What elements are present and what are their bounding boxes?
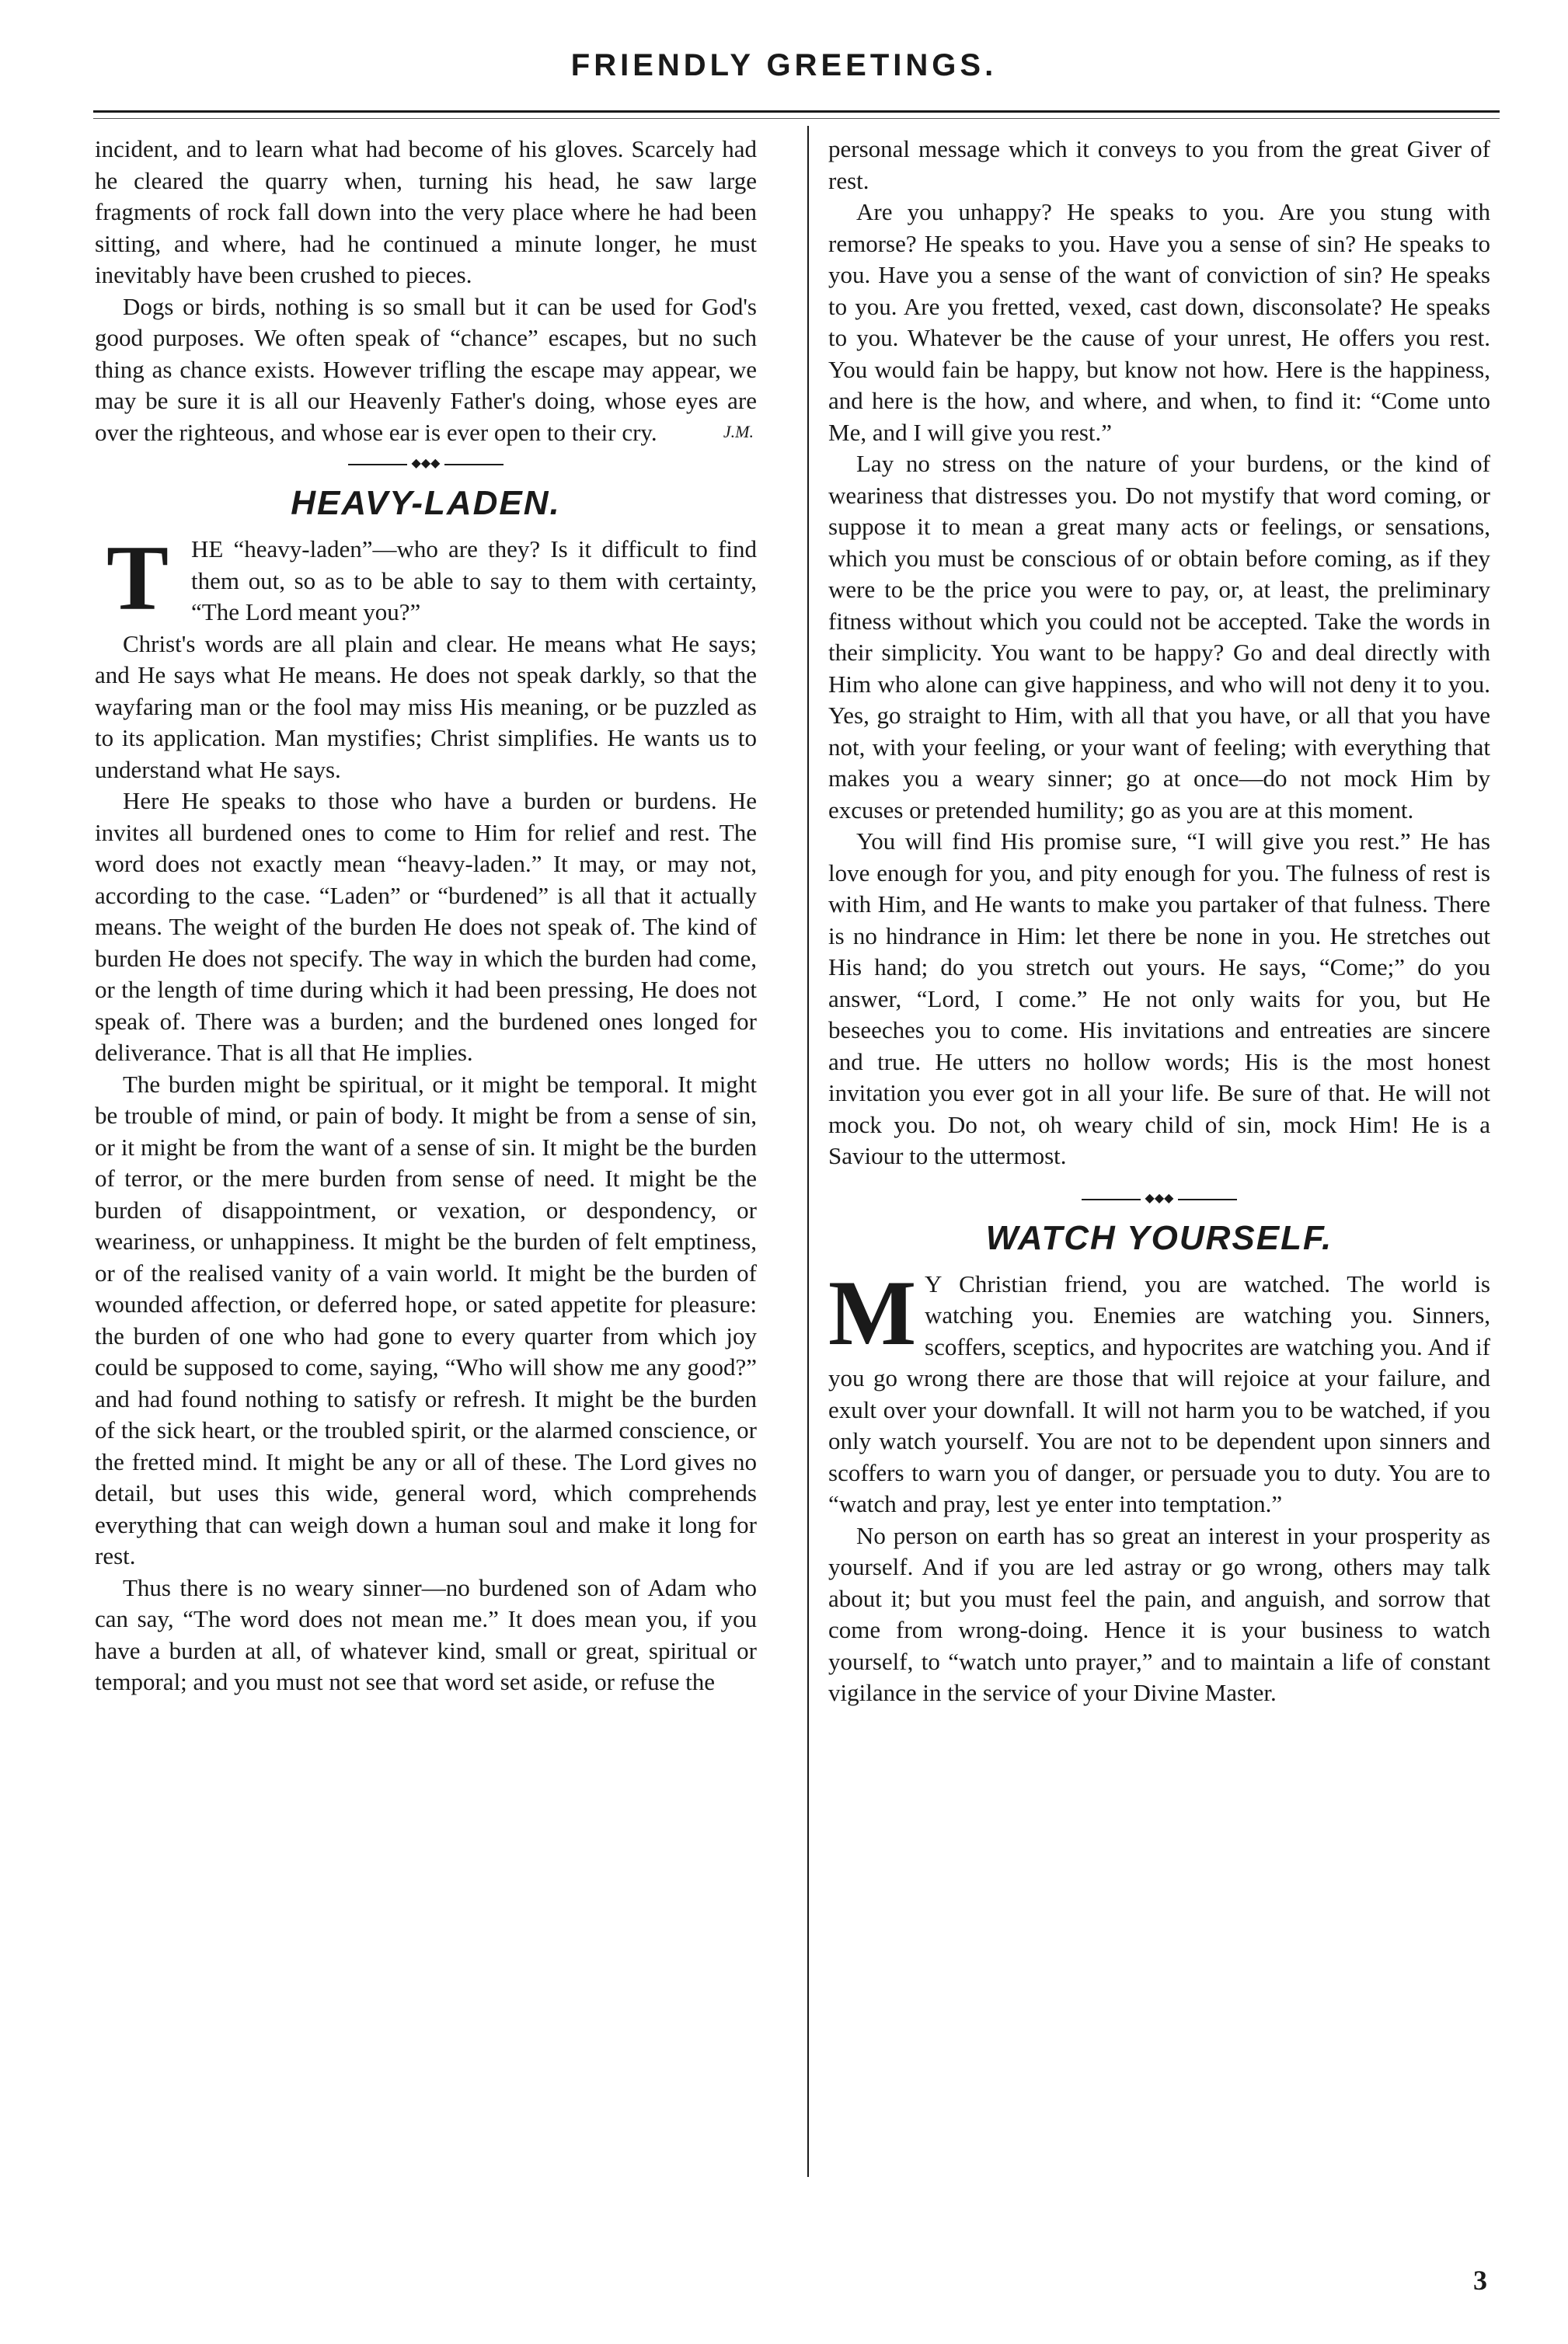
dropcap-letter: M	[828, 1260, 917, 1364]
paragraph: Are you unhappy? He speaks to you. Are you stung with remorse? He speaks to you. Have you a sense of sin? He speaks to you. Have you a sense of the want of conviction of sin? He speaks to you. Are you fretted, vexed, cast down, disconsolate? He speaks to you. Whatever be the cause of your unrest, He offers you rest. You would fain be happy, but know not how. Here is the happiness, and here is the how, and where, and when, to find it: “Come unto Me, and I will give you rest.”	[828, 198, 1490, 446]
diamond-ornament-icon: ◆◆◆	[407, 457, 445, 470]
paragraph: Dogs or birds, nothing is so small but it can be used for God's good purposes. We often speak of “chance” escapes, but no such thing as chance exists. However trifling the escape may appear, we may be sure it is all our Heavenly Father's doing, whose eyes are over the righteous, and whose ear is ever open to their cry.	[95, 292, 757, 446]
page-number: 3	[1473, 2265, 1487, 2296]
opening-paragraph	[95, 526, 757, 629]
running-head: FRIENDLY GREETINGS.	[570, 48, 998, 82]
first-word: Y	[925, 1270, 943, 1297]
dropcap-letter: T	[106, 526, 169, 629]
left-column	[95, 134, 757, 1698]
decorative-dropcap	[95, 526, 180, 629]
continued-paragraph: incident, and to learn what had become of his gloves. Scarcely had he cleared the quarry when, turning his head, he saw large fragments of rock fall down into the very place where he had been sitting, and where, had he continued a minute longer, he must inevitably have been crushed to pieces.	[95, 135, 757, 288]
decorative-dropcap	[828, 1260, 917, 1364]
paragraph: You will find His promise sure, “I will give you rest.” He has love enough for you, and pity enough for you. The fulness of rest is with Him, and He wants to make you partaker of that fulness. There is no hindrance in Him: let there be none in you. He stretches out His hand; do you stretch out yours. He says, “Come;” do you answer, “Lord, I come.” He not only waits for you, but He beseeches you to come. His invitations and entreaties are sincere and true. He utters no hollow words; His is the most honest invitation you ever got in all your life. Be sure of that. He will not mock you. Do not, oh weary child of sin, mock Him! He is a Saviour to the uttermost.	[828, 827, 1490, 1169]
header-rule	[93, 110, 1500, 113]
paragraph: Here He speaks to those who have a burden or burdens. He invites all burdened ones to come to Him for relief and rest. The word does not exactly mean “heavy-laden.” It may, or may not, according to the case. “Laden” or “burdened” is all that it actually means. The weight of the burden He does not speak of. The kind of burden He does not specify. The way in which the burden had come, or the length of time during which it had been pressing, He does not speak of. There was a burden; and the burdened ones longed for deliverance. That is all that He implies.	[95, 787, 757, 1066]
article-title: WATCH YOURSELF.	[985, 1218, 1333, 1257]
continued-paragraph: personal message which it conveys to you from the great Giver of rest.	[828, 135, 1490, 194]
opening-paragraph	[828, 1260, 1490, 1520]
section-ornament	[828, 1183, 1490, 1214]
paragraph: Thus there is no weary sinner—no burdened son of Adam who can say, “The word does not mean me.” It does mean you, if you have a burden at all, of whatever kind, small or great, spiritual or temporal; and you must not see that word set aside, or refuse the	[95, 1573, 757, 1695]
paragraph: Lay no stress on the nature of your burdens, or the kind of weariness that distresses you. Do not mystify that word coming, or suppose it to mean a great many acts or feelings, or sensations, which you must be conscious of or obtain before coming, as if they were to be the price you were to pay, or, at least, the preliminary fitness without which you could not be accepted. Take the words in their simplicity. You want to be happy? Go and deal directly with Him who alone can give happiness, and who will not deny it to you. Yes, go straight to Him, with all that you have, or all that you have not, with your feeling, or your want of feeling; with everything that makes you a weary sinner; go at once—do not mock Him by excuses or pretended humility; go as you are at this moment.	[828, 450, 1490, 824]
author-signature: J.M.	[723, 422, 754, 441]
section-ornament	[95, 448, 757, 479]
opening-text: “heavy-laden”—who are they? Is it difficult to find them out, so as to be able to say to them with certainty, “The Lord meant you?”	[191, 535, 757, 625]
column-divider	[807, 126, 809, 2177]
diamond-ornament-icon: ◆◆◆	[1141, 1192, 1179, 1205]
paragraph: No person on earth has so great an interest in your prosperity as yourself. And if you are led astray or go wrong, others may talk about it; but you must feel the pain, and anguish, and sorrow that come from wrong-doing. Hence it is your business to watch yourself, to “watch unto prayer,” and to maintain a life of constant vigilance in the service of your Divine Master.	[828, 1521, 1490, 1706]
first-word: HE	[191, 535, 224, 562]
paragraph: The burden might be spiritual, or it might be temporal. It might be trouble of mind, or pain of body. It might be from a sense of sin, or it might be from the want of a sense of sin. It might be the burden of terror, or the mere burden from sense of need. It might be the burden of disappointment, or vexation, or despondency, or weariness, or unhappiness. It might be the burden of felt emptiness, or of the realised vanity of a vain world. It might be the burden of wounded affection, or deferred hope, or sated appetite for pleasure: the burden of one who had gone to every quarter from which joy could be supposed to come, saying, “Who will show me any good?” and had found nothing to satisfy or refresh. It might be the burden of the sick heart, or the troubled spirit, or the alarmed conscience, or the fretted mind. It might be any or all of these. The Lord gives no detail, but uses this wide, general word, which comprehends everything that can weigh down a human soul and make it long for rest.	[95, 1070, 757, 1569]
right-column	[828, 134, 1490, 1709]
paragraph: Christ's words are all plain and clear. He means what He says; and He says what He means. He does not speak darkly, so that the wayfaring man or the fool may miss His meaning, or be puzzled as to its application. Man mystifies; Christ simplifies. He wants us to understand what He says.	[95, 629, 757, 783]
opening-text: Christian friend, you are watched. The world is watching you. Enemies are watching you. Sinners, scoffers, sceptics, and hypocrites are watching you. And if you go wrong there are those that will rejoice at your failure, and exult over your downfall. It will not harm you to be watched, if you only watch yourself. You are not to be dependent upon sinners and scoffers to warn you of danger, or persuade you to duty. You are to “watch and pray, lest ye enter into temptation.”	[828, 1270, 1490, 1517]
header-rule-thin	[93, 118, 1500, 119]
article-title: HEAVY-LADEN.	[291, 484, 561, 522]
